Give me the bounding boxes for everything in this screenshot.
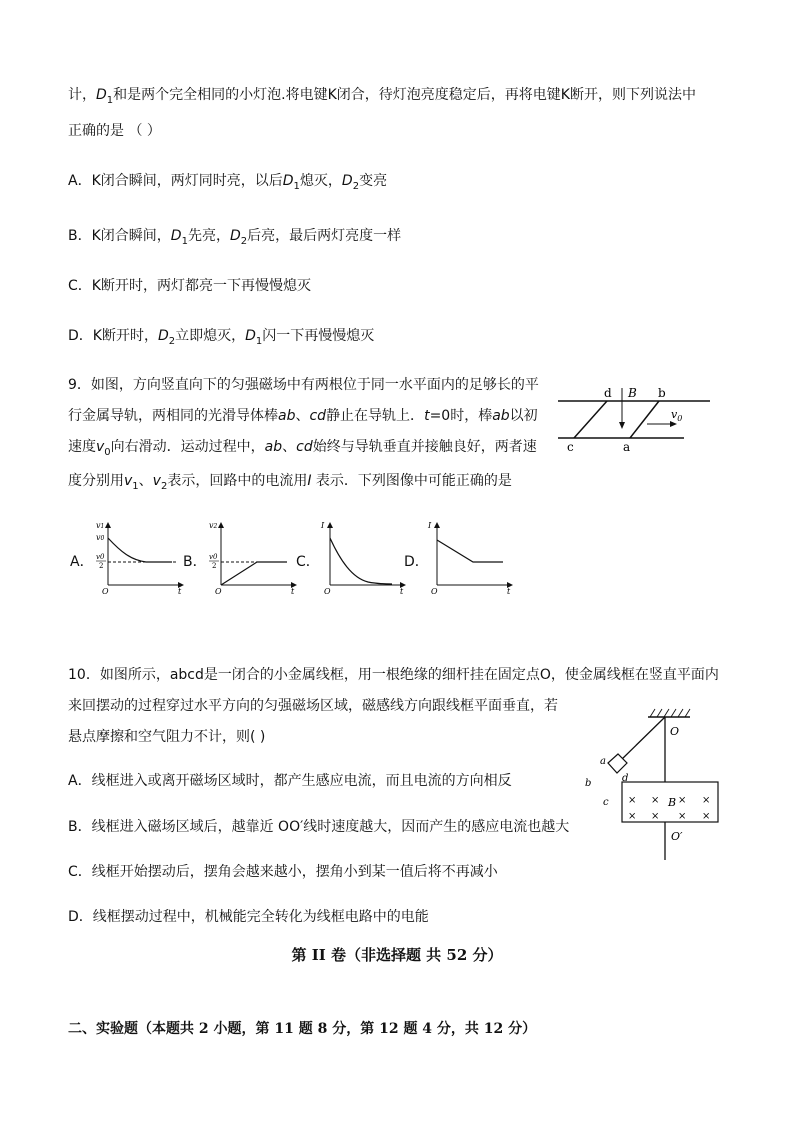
graph-b <box>209 520 299 595</box>
q10-pendulum-figure <box>578 706 726 860</box>
q9-stem-line2: 行金属导轨，两相同的光滑导体棒ab、cd静止在导轨上．t=0时，棒ab以初 <box>68 408 538 424</box>
graph-b-tlabel: t <box>291 587 295 596</box>
graph-a-label: A． <box>70 554 94 570</box>
label-d: d <box>622 773 629 784</box>
field-cross: × <box>702 811 711 822</box>
label-b: b <box>585 778 592 789</box>
graph-a-origin: O <box>102 587 109 596</box>
q10-option-d: D．线框摆动过程中，机械能完全转化为线框电路中的电能 <box>68 909 429 925</box>
q8-option-a: A．K闭合瞬间，两灯同时亮，以后$D_1$熄灭，$D_2$变亮 <box>68 173 388 192</box>
graph-a <box>96 520 186 595</box>
graph-b-origin: O <box>215 587 222 596</box>
field-cross: × <box>651 811 660 822</box>
label-O: O <box>670 725 680 738</box>
label-b: b <box>658 386 666 400</box>
q8-option-c: C．K断开时，两灯都亮一下再慢慢熄灭 <box>68 278 311 294</box>
q10-stem-line2: 来回摆动的过程穿过水平方向的匀强磁场区域，磁感线方向跟线框平面垂直，若 <box>68 698 558 714</box>
q9-stem-line4: 度分别用$v_1$、$v_2$表示，回路中的电流用I 表示．下列图像中可能正确的是 <box>68 473 512 492</box>
field-cross: × <box>628 795 637 806</box>
q10-stem-line3: 悬点摩擦和空气阻力不计，则( ) <box>68 729 266 745</box>
q9-rails-figure <box>550 380 720 460</box>
label-B: B <box>668 796 677 809</box>
q10-stem-line1: 10．如图所示，abcd是一闭合的小金属线框，用一根绝缘的细杆挂在固定点O，使金属线框在竖直平面内 <box>68 667 719 683</box>
graph-a-half-den: 2 <box>99 562 104 570</box>
graph-b-half-num: v0 <box>209 553 218 561</box>
graph-d <box>425 520 515 595</box>
label-O-prime: O′ <box>671 830 683 843</box>
graph-c-origin: O <box>324 587 331 596</box>
field-cross: × <box>678 811 687 822</box>
label-c: c <box>603 797 609 808</box>
q8-stem-line2: 正确的是 （ ） <box>68 123 161 139</box>
field-cross: × <box>702 795 711 806</box>
field-cross: × <box>651 795 660 806</box>
graph-a-half-num: v0 <box>96 553 105 561</box>
graph-b-label: B． <box>183 554 207 570</box>
q9-stem-line1: 9．如图，方向竖直向下的匀强磁场中有两根位于同一水平面内的足够长的平 <box>68 377 539 393</box>
graph-b-ylabel: v2 <box>209 521 218 530</box>
graph-d-origin: O <box>431 587 438 596</box>
label-v0: $v_0$ <box>671 408 683 423</box>
label-d: d <box>604 386 612 400</box>
graph-c-ylabel: I <box>321 521 325 530</box>
label-c: c <box>567 440 574 454</box>
field-cross: × <box>628 811 637 822</box>
graph-d-label: D． <box>404 554 429 570</box>
q10-option-a: A．线框进入或离开磁场区域时，都产生感应电流，而且电流的方向相反 <box>68 773 512 789</box>
graph-d-ylabel: I <box>428 521 432 530</box>
q8-stem-line1: 计，$D_1$和是两个完全相同的小灯泡.将电键K闭合，待灯泡亮度稳定后，再将电键K断开，则下列说法中 <box>68 87 696 106</box>
section-ii-title: 第 II 卷（非选择题 共 52 分） <box>291 946 503 964</box>
experiment-section-heading: 二、实验题（本题共 2 小题，第 11 题 8 分，第 12 题 4 分，共 12 分） <box>68 1021 537 1037</box>
graph-c-label: C． <box>296 554 320 570</box>
graph-c-tlabel: t <box>400 587 404 596</box>
q10-option-b: B．线框进入磁场区域后，越靠近 OO′线时速度越大，因而产生的感应电流也越大 <box>68 819 570 835</box>
graph-a-v0: v0 <box>96 533 105 542</box>
graph-a-tlabel: t <box>178 587 182 596</box>
graph-a-ylabel: v1 <box>96 521 105 530</box>
q10-option-c: C．线框开始摆动后，摆角会越来越小，摆角小到某一值后将不再减小 <box>68 864 498 880</box>
q8-option-b: B．K闭合瞬间，$D_1$先亮，$D_2$后亮，最后两灯亮度一样 <box>68 228 402 247</box>
label-B: B <box>628 386 637 400</box>
field-cross: × <box>678 795 687 806</box>
label-a: a <box>623 440 631 454</box>
q8-option-d: D．K断开时，$D_2$立即熄灭，$D_1$闪一下再慢慢熄灭 <box>68 328 375 347</box>
graph-d-tlabel: t <box>507 587 511 596</box>
label-a: a <box>600 756 606 767</box>
q9-stem-line3: 速度$v_0$向右滑动．运动过程中，ab、cd始终与导轨垂直并接触良好，两者速 <box>68 439 537 458</box>
graph-c <box>318 520 408 595</box>
graph-b-half-den: 2 <box>212 562 217 570</box>
